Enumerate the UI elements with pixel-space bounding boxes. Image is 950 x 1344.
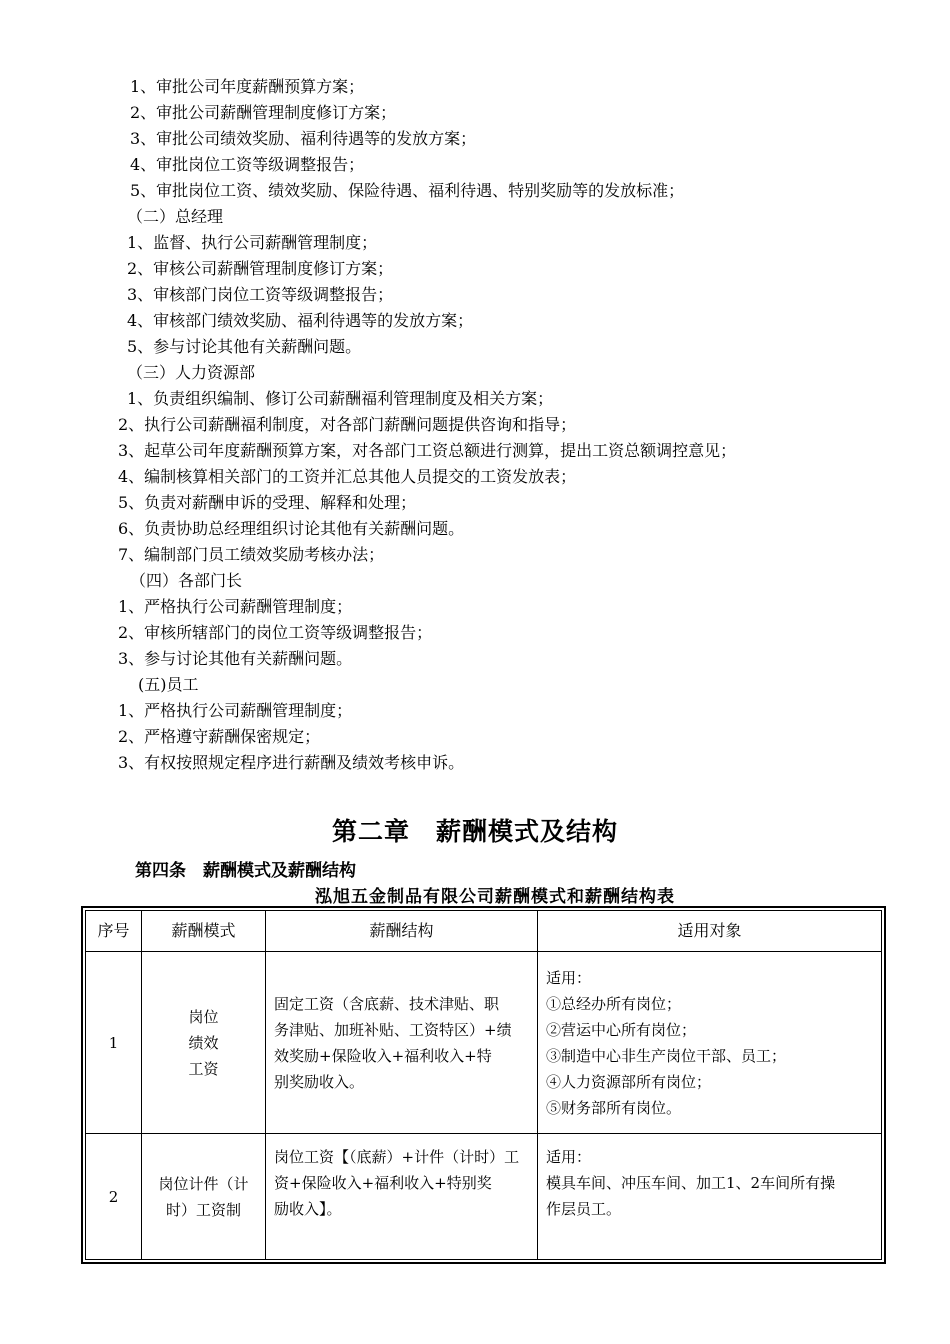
- salary-mode-cell: [142, 952, 266, 1134]
- table-header-row: [86, 911, 882, 952]
- text-line: 3、审批公司绩效奖励、福利待遇等的发放方案；: [130, 129, 477, 148]
- text-line: 2、严格遵守薪酬保密规定；: [118, 727, 321, 746]
- text-line: 3、有权按照规定程序进行薪酬及绩效考核申诉。: [118, 753, 465, 772]
- text-line: 1、严格执行公司薪酬管理制度；: [118, 701, 353, 720]
- cell-line: 岗位计件（计: [158, 1174, 249, 1193]
- text-line: 2、审批公司薪酬管理制度修订方案；: [130, 103, 397, 122]
- cell-line: 工资: [188, 1059, 219, 1078]
- section-heading: （四）各部门长: [130, 571, 243, 590]
- text-line: 4、编制核算相关部门的工资并汇总其他人员提交的工资发放表；: [118, 467, 577, 486]
- table-row: [86, 1134, 882, 1260]
- header-cell: 薪酬结构: [266, 911, 538, 952]
- cell-line: 适用：: [546, 968, 592, 987]
- cell-line: 效奖励+保险收入+福利收入+特: [274, 1046, 492, 1065]
- chapter-title: 第二章 薪酬模式及结构: [331, 817, 618, 846]
- salary-structure-cell: [266, 952, 538, 1134]
- text-line: 3、参与讨论其他有关薪酬问题。: [118, 649, 353, 668]
- salary-mode-cell: [142, 1134, 266, 1260]
- text-line: 6、负责协助总经理组织讨论其他有关薪酬问题。: [118, 519, 465, 538]
- cell-line: 绩效: [188, 1033, 219, 1052]
- text-line: 3、审核部门岗位工资等级调整报告；: [127, 285, 394, 304]
- cell-line: 励收入】。: [274, 1200, 342, 1218]
- text-line: 1、审批公司年度薪酬预算方案；: [130, 77, 365, 96]
- text-line: 2、审核所辖部门的岗位工资等级调整报告；: [118, 623, 433, 642]
- cell-line: ①总经办所有岗位；: [546, 994, 682, 1013]
- header-cell: 薪酬模式: [142, 911, 266, 952]
- cell-line: ②营运中心所有岗位；: [546, 1020, 697, 1039]
- salary-structure-cell: [266, 1134, 538, 1260]
- cell-line: 固定工资（含底薪、技术津贴、职: [274, 994, 500, 1013]
- text-line: 5、负责对薪酬申诉的受理、解释和处理；: [118, 493, 417, 512]
- text-line: 2、审核公司薪酬管理制度修订方案；: [127, 259, 394, 278]
- applicable-target-cell: [538, 1134, 882, 1260]
- text-line: 5、审批岗位工资、绩效奖励、保险待遇、福利待遇、特别奖励等的发放标准；: [130, 181, 685, 200]
- cell-line: 岗位: [188, 1007, 219, 1026]
- text-line: 1、负责组织编制、修订公司薪酬福利管理制度及相关方案；: [127, 389, 554, 408]
- cell-line: 资+保险收入+福利收入+特别奖: [274, 1174, 492, 1192]
- text-line: 3、起草公司年度薪酬预算方案，对各部门工资总额进行测算，提出工资总额调控意见；: [118, 441, 737, 460]
- cell-line: ⑤财务部所有岗位。: [546, 1098, 682, 1117]
- cell-line: 务津贴、加班补贴、工资特区）+绩: [274, 1020, 512, 1039]
- row-number: 2: [86, 1134, 142, 1260]
- text-line: 4、审批岗位工资等级调整报告；: [130, 155, 365, 174]
- cell-line: ④人力资源部所有岗位；: [546, 1072, 712, 1091]
- header-cell: 序号: [86, 911, 142, 952]
- salary-structure-table: [81, 906, 886, 1264]
- text-line: 4、审核部门绩效奖励、福利待遇等的发放方案；: [127, 311, 474, 330]
- cell-line: 时）工资制: [165, 1200, 241, 1219]
- applicable-target-cell: [538, 952, 882, 1134]
- text-line: 7、编制部门员工绩效奖励考核办法；: [118, 545, 385, 564]
- header-cell: 适用对象: [538, 911, 882, 952]
- section-heading: （二）总经理: [127, 207, 224, 226]
- cell-line: 岗位工资【（底薪）+计件（计时）工: [274, 1148, 520, 1166]
- section-heading: （三）人力资源部: [127, 363, 256, 382]
- text-line: 1、监督、执行公司薪酬管理制度；: [127, 233, 378, 252]
- table-title: 泓旭五金制品有限公司薪酬模式和薪酬结构表: [315, 887, 675, 907]
- cell-line: 作层员工。: [546, 1200, 622, 1218]
- table-row: [86, 952, 882, 1134]
- cell-line: ③制造中心非生产岗位干部、员工；: [546, 1046, 787, 1065]
- cell-line: 模具车间、冲压车间、加工1、2车间所有操: [546, 1174, 836, 1192]
- row-number: 1: [86, 952, 142, 1134]
- cell-line: 适用：: [546, 1148, 592, 1166]
- article-title: 第四条 薪酬模式及薪酬结构: [135, 861, 356, 881]
- text-line: 5、参与讨论其他有关薪酬问题。: [127, 337, 362, 356]
- text-line: 1、严格执行公司薪酬管理制度；: [118, 597, 353, 616]
- text-line: 2、执行公司薪酬福利制度，对各部门薪酬问题提供咨询和指导；: [118, 415, 577, 434]
- section-heading: (五)员工: [138, 675, 199, 694]
- cell-line: 别奖励收入。: [274, 1072, 365, 1091]
